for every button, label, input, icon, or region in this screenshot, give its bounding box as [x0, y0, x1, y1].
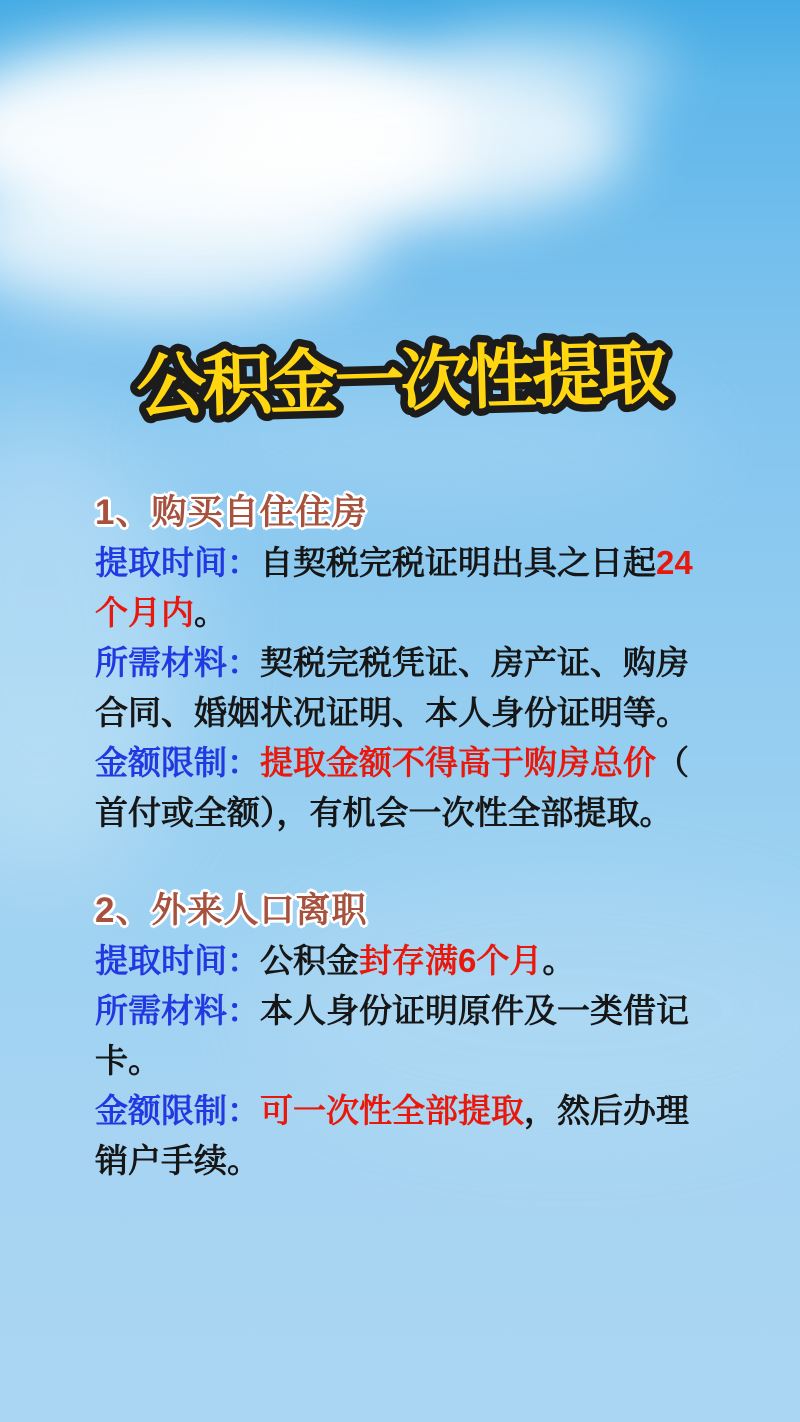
text-segment: 金额限制：	[95, 1092, 260, 1129]
text-line	[95, 1036, 727, 1086]
text-segment: 可一次性全部提取	[260, 1092, 524, 1129]
section-heading: 2、外来人口离职	[95, 891, 368, 930]
text-segment: 合同、婚姻状况证明、本人身份证明等。	[95, 694, 689, 731]
text-segment: 本人身份证明原件及一类借记	[260, 992, 689, 1029]
text-segment: 所需材料：	[95, 992, 260, 1029]
text-segment: 。	[542, 942, 576, 979]
title-svg	[0, 282, 800, 452]
section	[95, 886, 727, 1186]
text-segment: ，然后办理	[524, 1092, 689, 1129]
text-segment: 封存满6个月	[359, 942, 543, 979]
text-segment: （	[656, 744, 689, 781]
text-line	[95, 1136, 727, 1186]
text-segment: 卡。	[95, 1042, 161, 1079]
title-banner	[0, 282, 800, 452]
text-line	[95, 738, 727, 788]
text-line	[95, 1086, 727, 1136]
text-line	[95, 986, 727, 1036]
sections	[95, 488, 727, 1186]
section-heading: 1、购买自住住房	[95, 493, 368, 532]
text-segment: 公积金	[260, 942, 359, 979]
text-line	[95, 788, 727, 838]
text-line	[95, 688, 727, 738]
text-segment: 提取时间：	[95, 942, 260, 979]
poster-title: 公积金一次性提取	[135, 334, 666, 426]
text-segment: 首付或全额），有机会一次性全部提取。	[95, 794, 673, 831]
text-segment: 提取金额不得高于购房总价	[260, 744, 656, 781]
text-line	[95, 638, 727, 688]
text-line	[95, 538, 727, 588]
text-segment: 24	[656, 544, 693, 581]
text-line	[95, 936, 727, 986]
text-segment: 自契税完税证明出具之日起	[260, 544, 656, 581]
section	[95, 488, 727, 838]
text-segment: 销户手续。	[95, 1142, 260, 1179]
text-line	[95, 588, 727, 638]
text-segment: 提取时间：	[95, 544, 260, 581]
text-segment: 个月内	[95, 594, 194, 631]
text-segment: 。	[194, 594, 227, 631]
text-segment: 契税完税凭证、房产证、购房	[260, 644, 689, 681]
text-segment: 金额限制：	[95, 744, 260, 781]
cloud-shape	[430, 24, 670, 114]
text-segment: 所需材料：	[95, 644, 260, 681]
